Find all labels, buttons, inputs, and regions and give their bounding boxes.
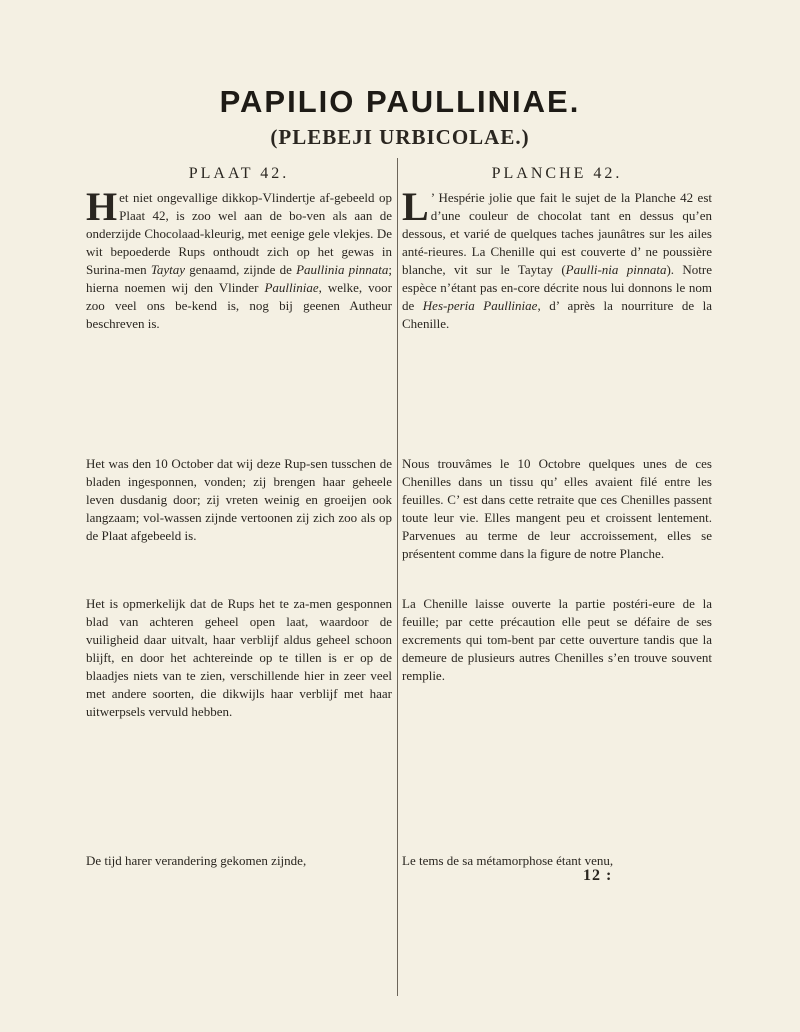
french-paragraph-1 <box>402 184 712 333</box>
dutch-p1-italic-2: Paullinia pinnata <box>296 262 389 277</box>
french-paragraph-2: Nous trouvâmes le 10 Octobre quelques unes de ces Chenilles dans un tissu qu’ elles avaient filé entre les feuilles. C’ est dans cette retraite que ces Chenilles passent toute leur vie. Elles mangent peu et croissent lentement. Parvenues au terme de leur accroissement, elles se présentent comme dans la figure de notre Planche. <box>402 456 712 561</box>
french-paragraph-4: Le tems de sa métamorphose étant venu, <box>402 853 614 868</box>
french-dropcap: L <box>402 184 429 229</box>
french-heading: PLANCHE 42. <box>491 165 623 182</box>
page-title: PAPILIO PAULLINIAE. <box>219 84 581 119</box>
french-p1-text-b: ). Notre espèce n’étant pas en-core décrite nous lui donnons le nom de <box>402 262 712 313</box>
dutch-paragraph-1 <box>86 184 392 333</box>
dutch-p1-text-a: et niet ongevallige dikkop-Vlindertje af-gebeeld op Plaat 42, is zoo wel aan de bo-ven als aan de onderzijde Chocolaad-kleurig, met eenige gele vlekjes. De wit bepoederde Rups onthoudt zich op het gewas in Surina-men <box>86 190 392 277</box>
french-p1-text-a: ’ Hespérie jolie que fait le sujet de la Planche 42 est d’une couleur de chocolat tant en dessus qu’en dessous, et varié de quelques taches jaunâtres sur les ailes anté-rieures. La Chenille qui est couverte d’ ne poussière blanche, vit sur le Taytay ( <box>402 190 712 277</box>
dutch-p1-text-d: , welke, voor zoo veel ons be-kend is, nog bij geenen Autheur beschreven is. <box>86 280 392 331</box>
dutch-p1-italic-1: Taytay <box>150 262 186 277</box>
dutch-p1-text-b: genaamd, zijnde de <box>185 262 297 277</box>
dutch-paragraph-3: Het is opmerkelijk dat de Rups het te za-men gesponnen blad van achteren geheel open laat, waardoor de vuiligheid daar uitvalt, haar verblijf aldus geheel schoon blijft, en door het achtereinde op te tillen is er op de blaadjes niets van te zien, verschillende hier in zeer veel met andere soorten, die dikwijls haar verblijf met haar uitwerpsels vervuld hebben. <box>86 596 392 719</box>
french-p1-italic-2: Hes-peria Paulliniae <box>422 298 538 313</box>
page-subtitle: (PLEBEJI URBICOLAE.) <box>270 125 530 149</box>
dutch-dropcap: H <box>86 184 118 229</box>
french-paragraph-3: La Chenille laisse ouverte la partie postéri-eure de la feuille; par cette précaution elle peut se défaire de ses excrements qui tom-bent par cette ouverture tandis que la demeure de plusieurs autres Chenilles s’en trouve souvent remplie. <box>402 596 712 683</box>
dutch-paragraph-2: Het was den 10 October dat wij deze Rup-sen tusschen de bladen ingesponnen, vonden; zij brengen haar geheele leven dusdanig door; zij vreten weinig en groeijen ook langzaam; vol-wassen zijnde vertoonen zij zich zoo als op de Plaat afgebeeld is. <box>86 456 392 543</box>
dutch-p1-italic-3: Paulliniae <box>264 280 319 295</box>
dutch-p1-text-c: ; hierna noemen wij den Vlinder <box>86 262 392 295</box>
french-p1-text-c: , d’ après la nourriture de la Chenille. <box>402 298 712 331</box>
dutch-heading: PLAAT 42. <box>188 165 290 182</box>
dutch-column <box>86 155 392 1005</box>
column-divider <box>397 158 398 996</box>
french-p1-italic-1: Paulli-nia pinnata <box>565 262 667 277</box>
french-column <box>402 155 712 1005</box>
page-number: 12 : <box>583 867 613 884</box>
dutch-paragraph-4: De tijd harer verandering gekomen zijnde, <box>86 853 307 868</box>
